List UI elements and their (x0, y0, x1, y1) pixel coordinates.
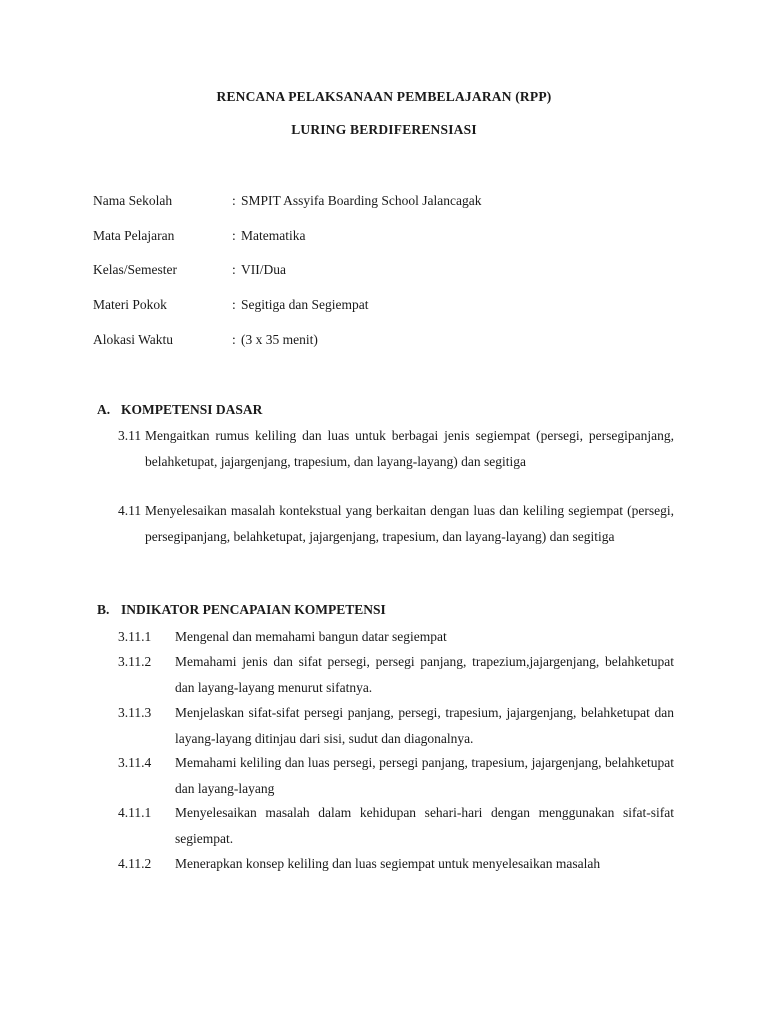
indicator-item (118, 750, 674, 801)
indicator-number: 3.11.3 (118, 705, 152, 720)
document-subtitle: LURING BERDIFERENSIASI (291, 122, 477, 137)
indicator-number: 3.11.4 (118, 755, 152, 770)
info-label: Kelas/Semester (93, 262, 177, 277)
kd-text: Menyelesaikan masalah kontekstual yang berkaitan dengan luas dan keliling segiempat (persegi, persegipanjang, belahketupat, jajargenjang, trapesium, dan layang-layang) dan segitiga (145, 503, 674, 544)
info-colon: : (232, 332, 236, 347)
section-letter: B. (97, 602, 110, 617)
kd-item (118, 498, 674, 549)
info-row-class (93, 262, 693, 280)
info-row-school (93, 193, 693, 211)
info-label: Materi Pokok (93, 297, 167, 312)
document-title: RENCANA PELAKSANAAN PEMBELAJARAN (RPP) (216, 89, 552, 104)
info-colon: : (232, 297, 236, 312)
indicator-item (118, 700, 674, 751)
kd-number: 4.11 (118, 503, 142, 518)
info-colon: : (232, 193, 236, 208)
indicator-text: Menyelesaikan masalah dalam kehidupan sehari-hari dengan menggunakan sifat-sifat segiempat. (175, 805, 674, 846)
section-letter: A. (97, 402, 111, 417)
indicator-text: Menjelaskan sifat-sifat persegi panjang, persegi, trapesium, jajargenjang, belahketupat dan layang-layang ditinjau dari sisi, sudut dan diagonalnya. (175, 705, 674, 746)
kd-number: 3.11 (118, 428, 142, 443)
info-value: VII/Dua (241, 262, 286, 277)
info-label: Nama Sekolah (93, 193, 173, 208)
section-title: KOMPETENSI DASAR (121, 402, 263, 417)
indicator-text: Menerapkan konsep keliling dan luas segiempat untuk menyelesaikan masalah (175, 856, 601, 871)
info-colon: : (232, 262, 236, 277)
section-a-heading (97, 402, 497, 420)
kd-item (118, 423, 674, 474)
indicator-item (118, 800, 674, 851)
info-value: SMPIT Assyifa Boarding School Jalancagak (241, 193, 482, 208)
info-label: Mata Pelajaran (93, 228, 175, 243)
indicator-item (118, 649, 674, 700)
indicator-number: 4.11.2 (118, 856, 152, 871)
info-value: Matematika (241, 228, 306, 243)
info-value: (3 x 35 menit) (241, 332, 318, 347)
section-title: INDIKATOR PENCAPAIAN KOMPETENSI (121, 602, 386, 617)
indicator-number: 3.11.1 (118, 629, 152, 644)
indicator-text: Mengenal dan memahami bangun datar segiempat (175, 629, 447, 644)
indicator-text: Memahami jenis dan sifat persegi, persegi panjang, trapezium,jajargenjang, belahketupat dan layang-layang menurut sifatnya. (175, 654, 674, 695)
info-colon: : (232, 228, 236, 243)
section-b-heading (97, 602, 597, 620)
indicator-number: 3.11.2 (118, 654, 152, 669)
info-row-time (93, 332, 693, 350)
info-value: Segitiga dan Segiempat (241, 297, 369, 312)
kd-text: Mengaitkan rumus keliling dan luas untuk berbagai jenis segiempat (persegi, persegipanjang, belahketupat, jajargenjang, trapesium, dan layang-layang) dan segitiga (145, 428, 674, 469)
indicator-text: Memahami keliling dan luas persegi, persegi panjang, trapesium, jajargenjang, belahketupat dan layang-layang (175, 755, 674, 796)
indicator-item (118, 851, 674, 877)
indicator-number: 4.11.1 (118, 805, 152, 820)
info-label: Alokasi Waktu (93, 332, 174, 347)
info-row-topic (93, 297, 693, 315)
info-row-subject (93, 228, 693, 246)
indicator-item (118, 624, 674, 650)
